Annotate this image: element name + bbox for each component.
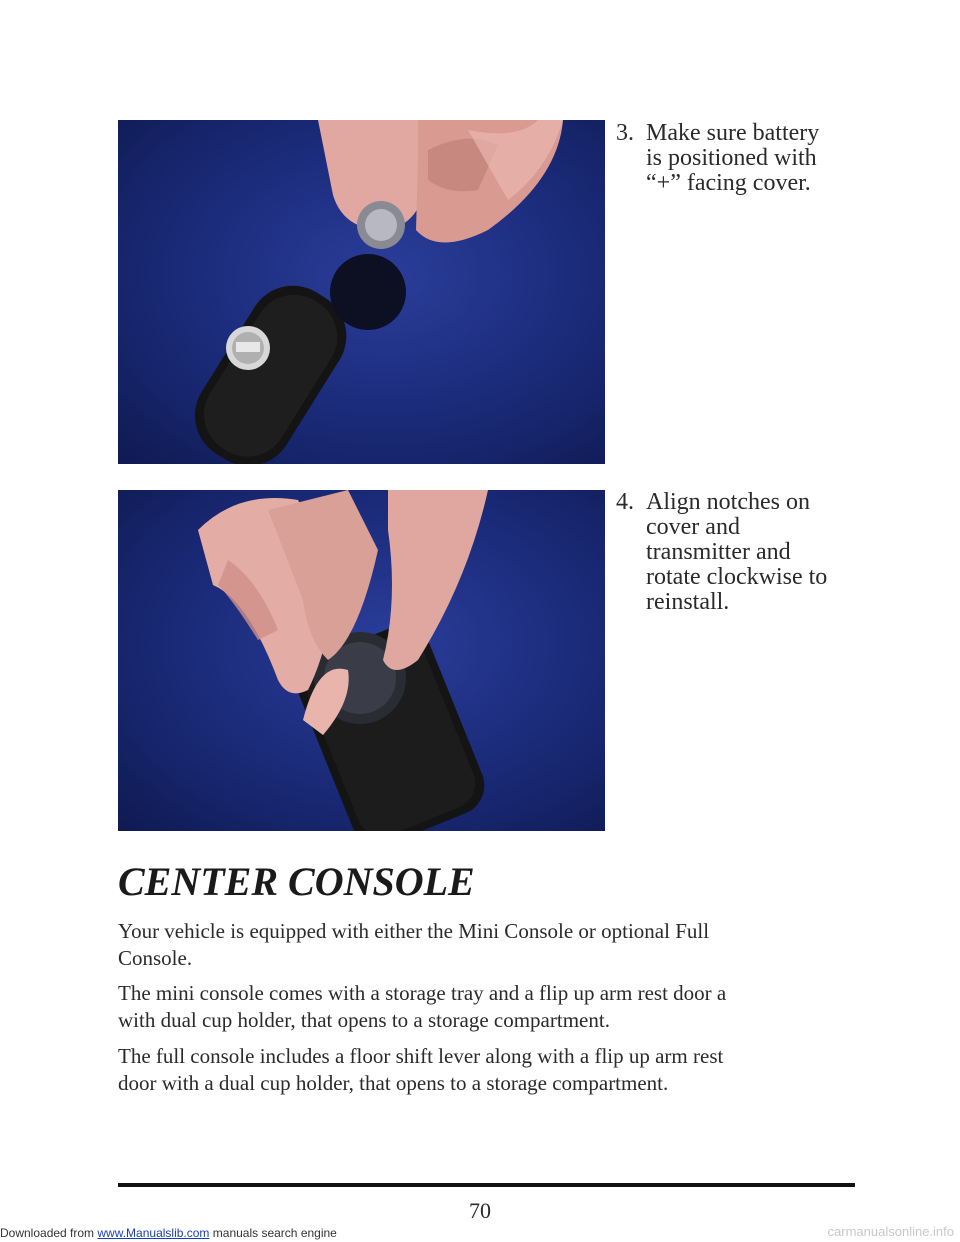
paragraph-line: Your vehicle is equipped with either the Mini Console or optional Full <box>118 919 710 943</box>
step-4 <box>616 490 936 620</box>
step-line: rotate clockwise to <box>646 564 828 590</box>
step-line: Make sure battery <box>646 120 820 146</box>
step-line: transmitter and <box>646 539 791 565</box>
battery-photo <box>118 120 605 464</box>
paragraph-line: The full console includes a floor shift lever along with a flip up arm rest <box>118 1044 724 1068</box>
footer-prefix: Downloaded from <box>0 1226 98 1240</box>
step-text <box>646 121 819 196</box>
paragraph-line: with dual cup holder, that opens to a storage compartment. <box>118 1008 610 1032</box>
step-line: cover and <box>646 514 740 540</box>
paragraph-line: Console. <box>118 946 193 970</box>
step-line: “+” facing cover. <box>646 170 811 196</box>
paragraph <box>118 980 848 1034</box>
step-line: reinstall. <box>646 589 730 615</box>
manualslib-link[interactable]: www.Manualslib.com <box>97 1226 210 1240</box>
step-text <box>646 490 827 615</box>
cover-photo <box>118 490 605 831</box>
paragraph <box>118 1043 848 1097</box>
section-title: CENTER CONSOLE <box>118 859 475 904</box>
battery-photo-illustration <box>118 120 605 464</box>
step-number: 3. <box>616 120 634 146</box>
step-number: 4. <box>616 489 634 515</box>
paragraph-line: door with a dual cup holder, that opens to a storage compartment. <box>118 1071 669 1095</box>
cover-photo-illustration <box>118 490 605 831</box>
footer-suffix: manuals search engine <box>209 1226 337 1240</box>
step-line: is positioned with <box>646 145 817 171</box>
paragraph <box>118 918 848 972</box>
step-line: Align notches on <box>646 489 810 515</box>
paragraph-line: The mini console comes with a storage tray and a flip up arm rest door a <box>118 981 727 1005</box>
watermark: carmanualsonline.info <box>827 1224 954 1239</box>
footer-rule <box>118 1183 855 1187</box>
download-footer <box>0 1226 337 1240</box>
page-number: 70 <box>469 1198 491 1223</box>
step-3 <box>616 121 936 201</box>
